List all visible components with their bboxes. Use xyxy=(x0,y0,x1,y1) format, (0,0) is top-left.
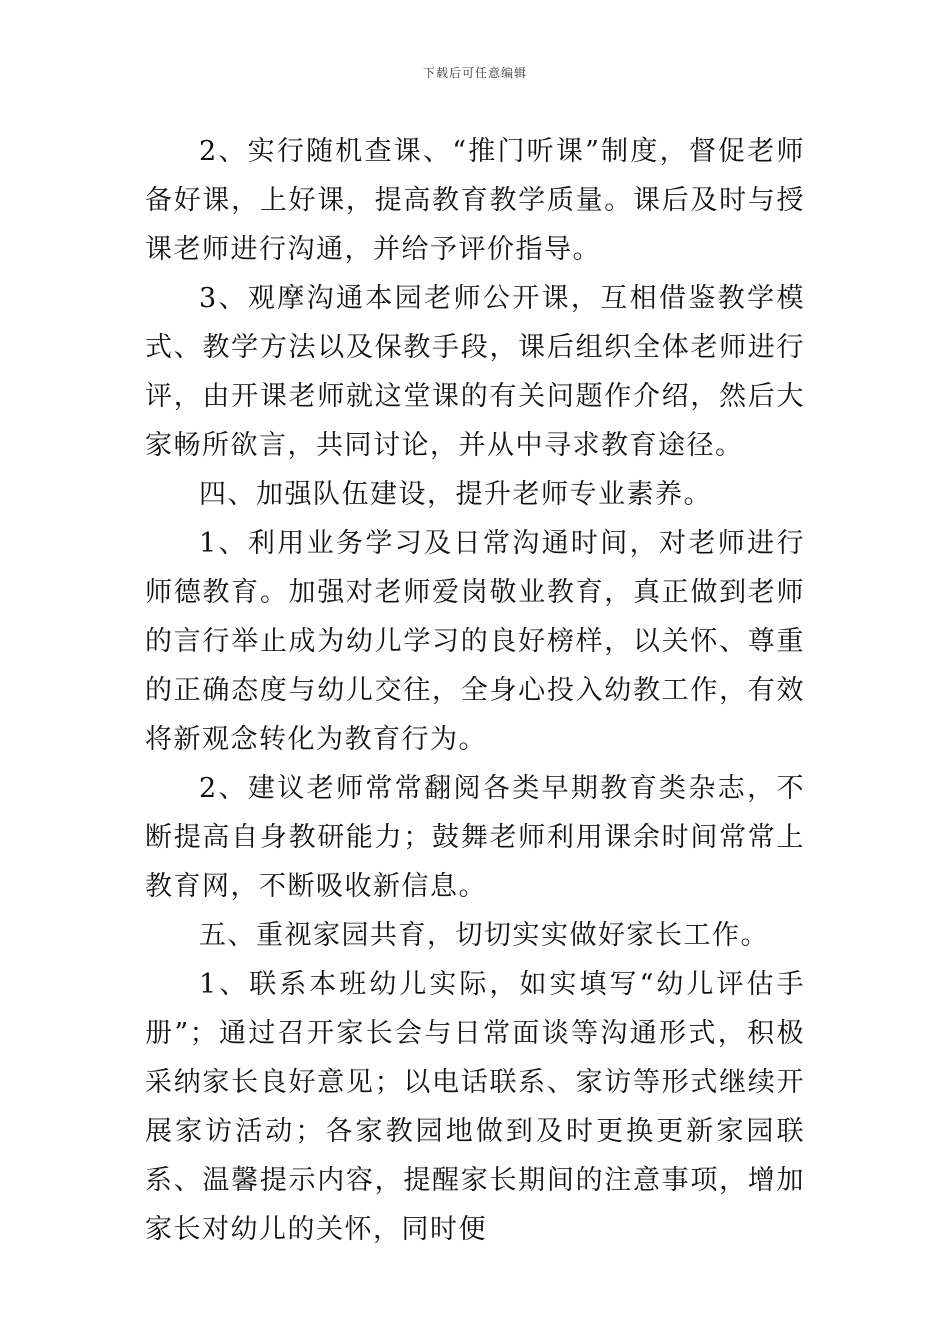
section-heading-4: 四、加强队伍建设，提升老师专业素养。 xyxy=(199,479,712,510)
paragraph-5: 1、联系本班幼儿实际，如实填写“幼儿评估手册”；通过召开家长会与日常面谈等沟通形式，积极采纳家长良好意见；以电话联系、家访等形式继续开展家访活动；各家教园地做到及时更换更新家园联系、温馨提示内容，提醒家长期间的注意事项，增加家长对幼儿的关怀，同时便 xyxy=(145,969,805,1245)
paragraph-4: 2、建议老师常常翻阅各类早期教育类杂志，不断提高自身教研能力；鼓舞老师利用课余时间常常上教育网，不断吸收新信息。 xyxy=(145,773,805,902)
page-header: 下载后可任意编辑 xyxy=(422,66,527,80)
document-body xyxy=(145,127,805,1254)
section-heading-5: 五、重视家园共育，切切实实做好家长工作。 xyxy=(199,920,769,951)
paragraph-2: 3、观摩沟通本园老师公开课，互相借鉴教学模式、教学方法以及保教手段，课后组织全体老师进行评，由开课老师就这堂课的有关问题作介绍，然后大家畅所欲言，共同讨论，并从中寻求教育途径。 xyxy=(145,283,805,461)
paragraph-3: 1、利用业务学习及日常沟通时间，对老师进行师德教育。加强对老师爱岗敬业教育，真正做到老师的言行举止成为幼儿学习的良好榜样，以关怀、尊重的正确态度与幼儿交往，全身心投入幼教工作，有效将新观念转化为教育行为。 xyxy=(145,528,805,755)
paragraph-1: 2、实行随机查课、“推门听课”制度，督促老师备好课，上好课，提高教育教学质量。课后及时与授课老师进行沟通，并给予评价指导。 xyxy=(145,136,805,265)
